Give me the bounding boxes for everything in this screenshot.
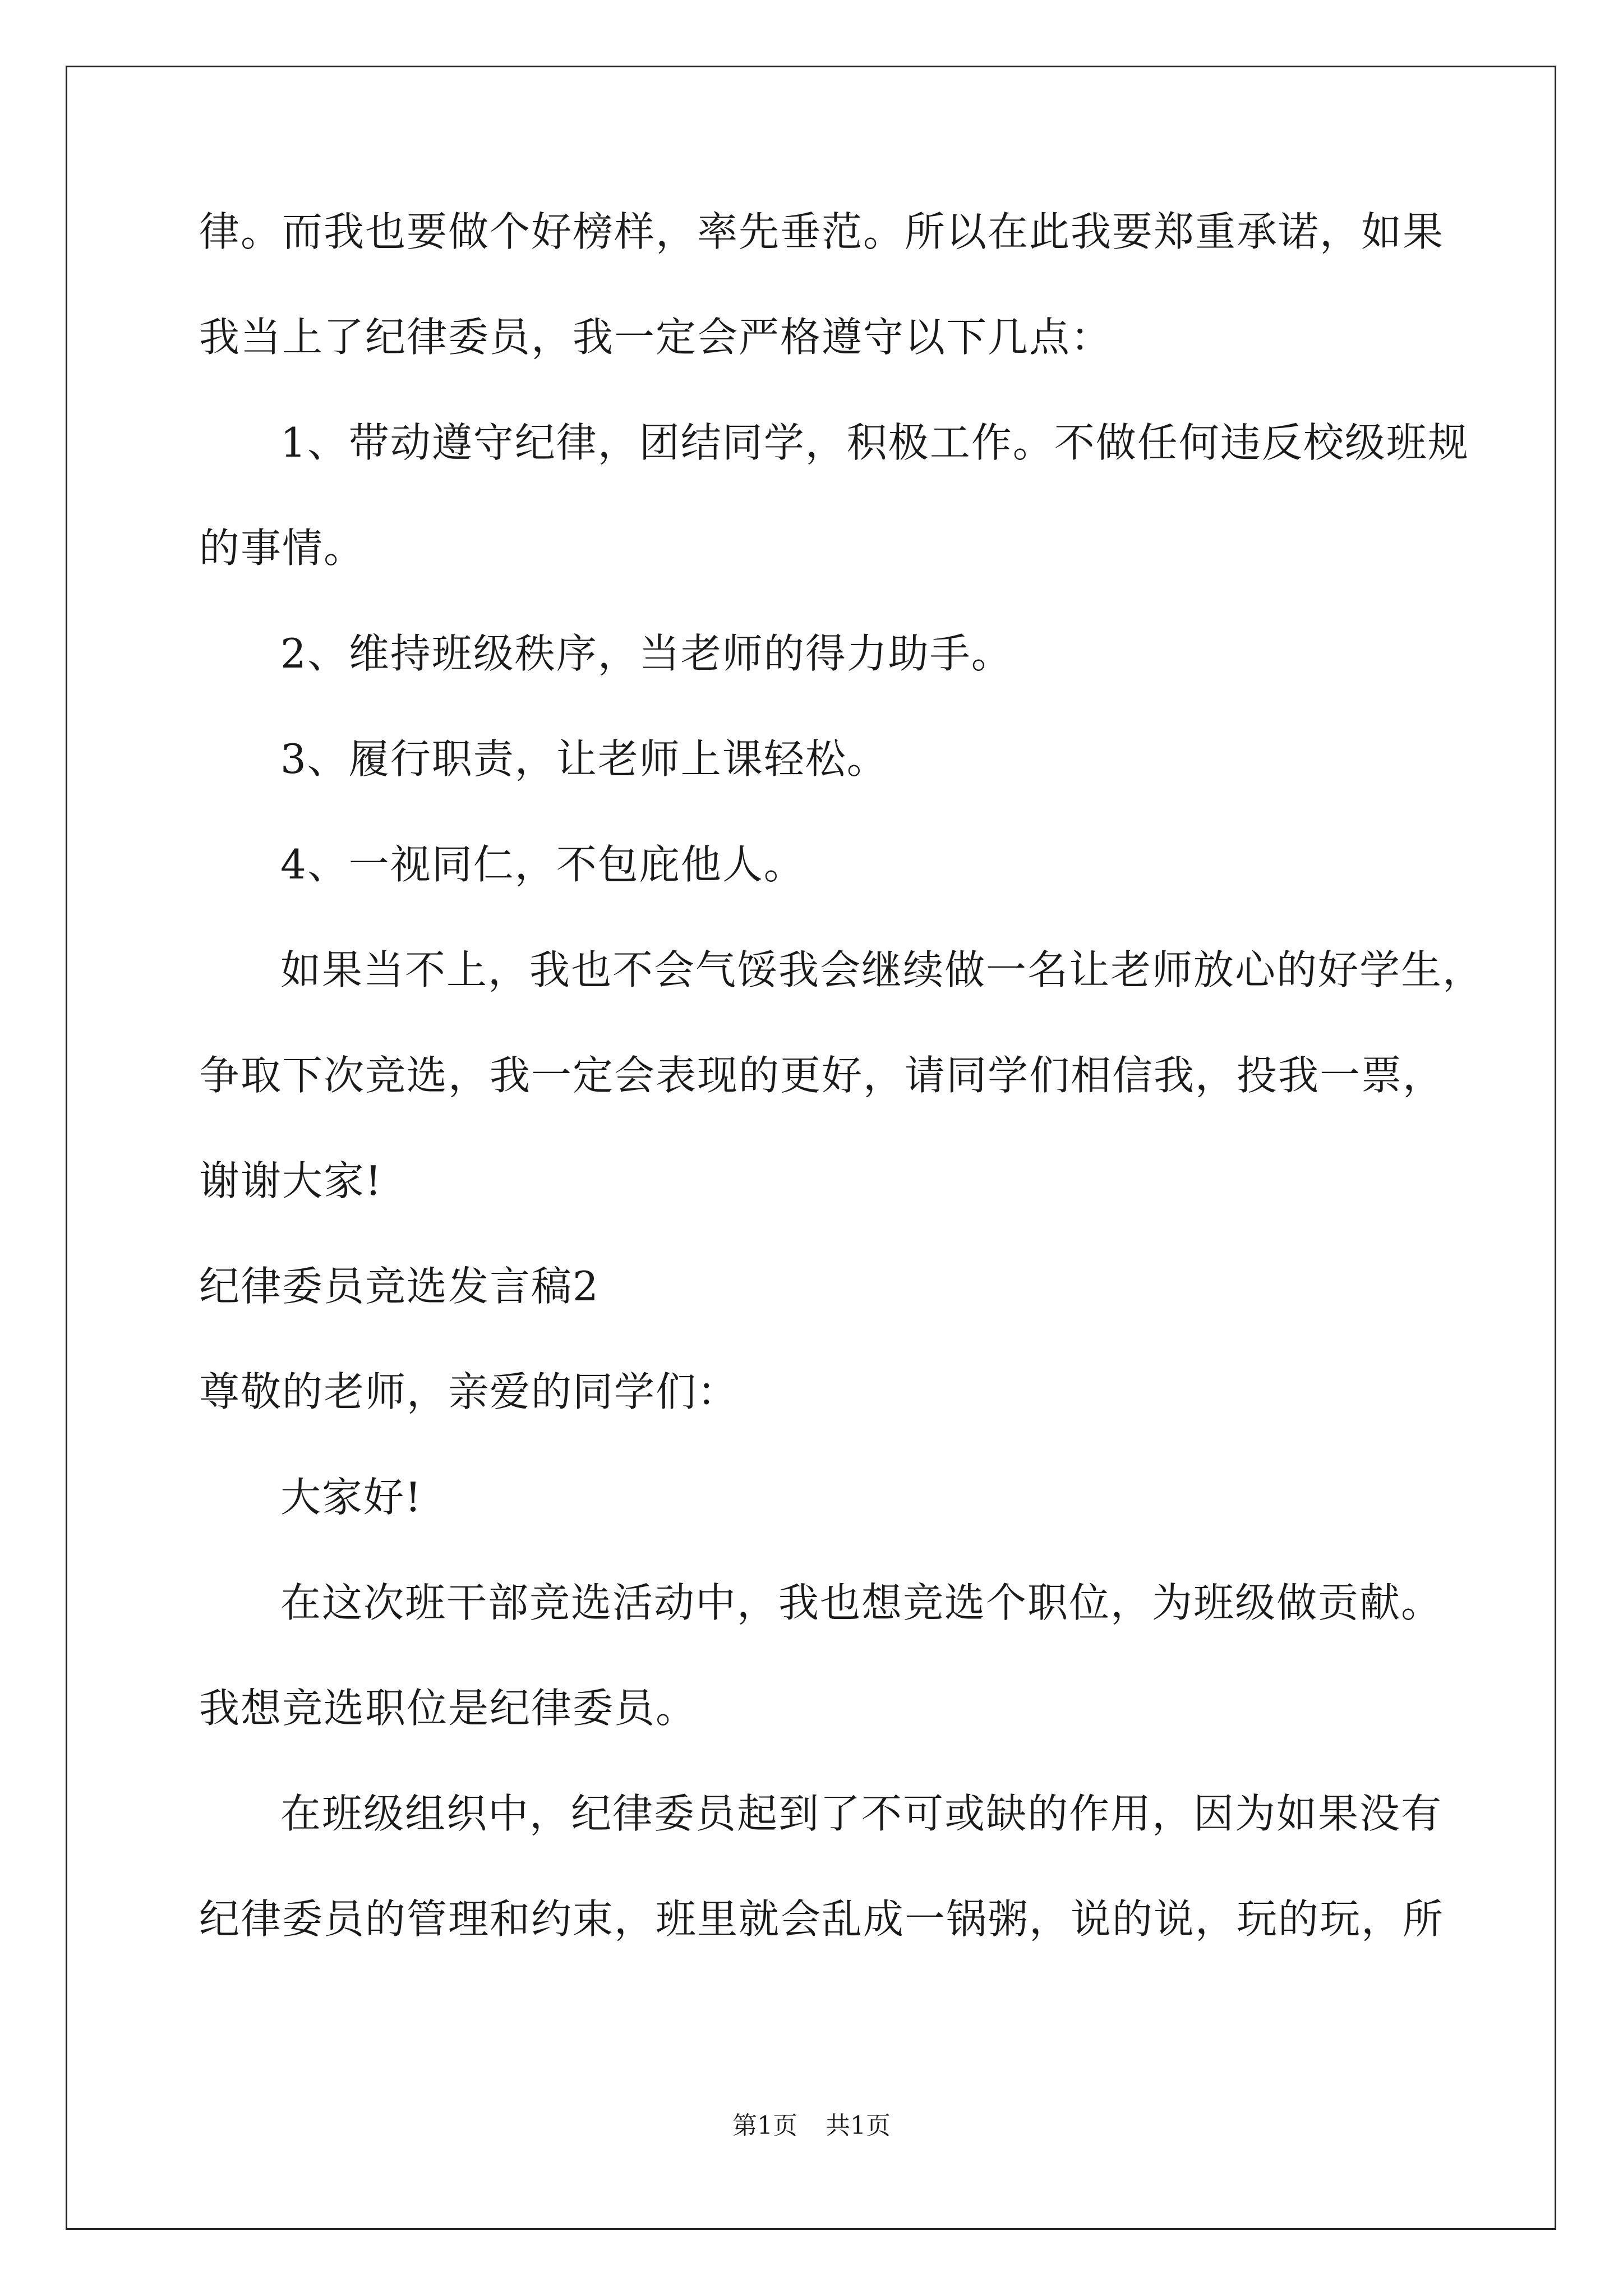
document-body [199, 205, 1484, 1946]
paragraph-line: 我想竞选职位是纪律委员。 [199, 1685, 698, 1732]
paragraph-line: 谢谢大家! [199, 1157, 382, 1204]
text-line: 律。而我也要做个好榜样，率先垂范。所以在此我要郑重承诺，如果 [199, 208, 1445, 255]
text-line: 我当上了纪律委员，我一定会严格遵守以下几点： [199, 314, 1113, 361]
page-footer [0, 2109, 1623, 2143]
paragraph-line: 纪律委员的管理和约束，班里就会乱成一锅粥，说的说，玩的玩，所 [199, 1895, 1445, 1943]
paragraph-line: 在班级组织中，纪律委员起到了不可或缺的作用，因为如果没有 [280, 1790, 1443, 1837]
paragraph-line: 在这次班干部竞选活动中，我也想竞选个职位，为班级做贡献。 [280, 1579, 1443, 1626]
salutation: 尊敬的老师，亲爱的同学们： [199, 1368, 739, 1415]
paragraph-line: 争取下次竞选，我一定会表现的更好，请同学们相信我，投我一票， [199, 1052, 1445, 1099]
list-item-1: 1、带动遵守纪律，团结同学，积极工作。不做任何违反校级班规 [280, 419, 1469, 466]
list-item-4: 4、一视同仁，不包庇他人。 [280, 841, 805, 888]
greeting: 大家好! [280, 1474, 422, 1521]
page-total: 共1页 [826, 2111, 891, 2140]
text-line: 的事情。 [199, 524, 366, 572]
section-title: 纪律委员竞选发言稿2 [199, 1263, 600, 1310]
page-number: 第1页 [732, 2111, 797, 2140]
list-item-2: 2、维持班级秩序，当老师的得力助手。 [280, 630, 1013, 677]
list-item-3: 3、履行职责，让老师上课轻松。 [280, 735, 888, 783]
paragraph-line: 如果当不上，我也不会气馁我会继续做一名让老师放心的好学生， [280, 946, 1484, 993]
